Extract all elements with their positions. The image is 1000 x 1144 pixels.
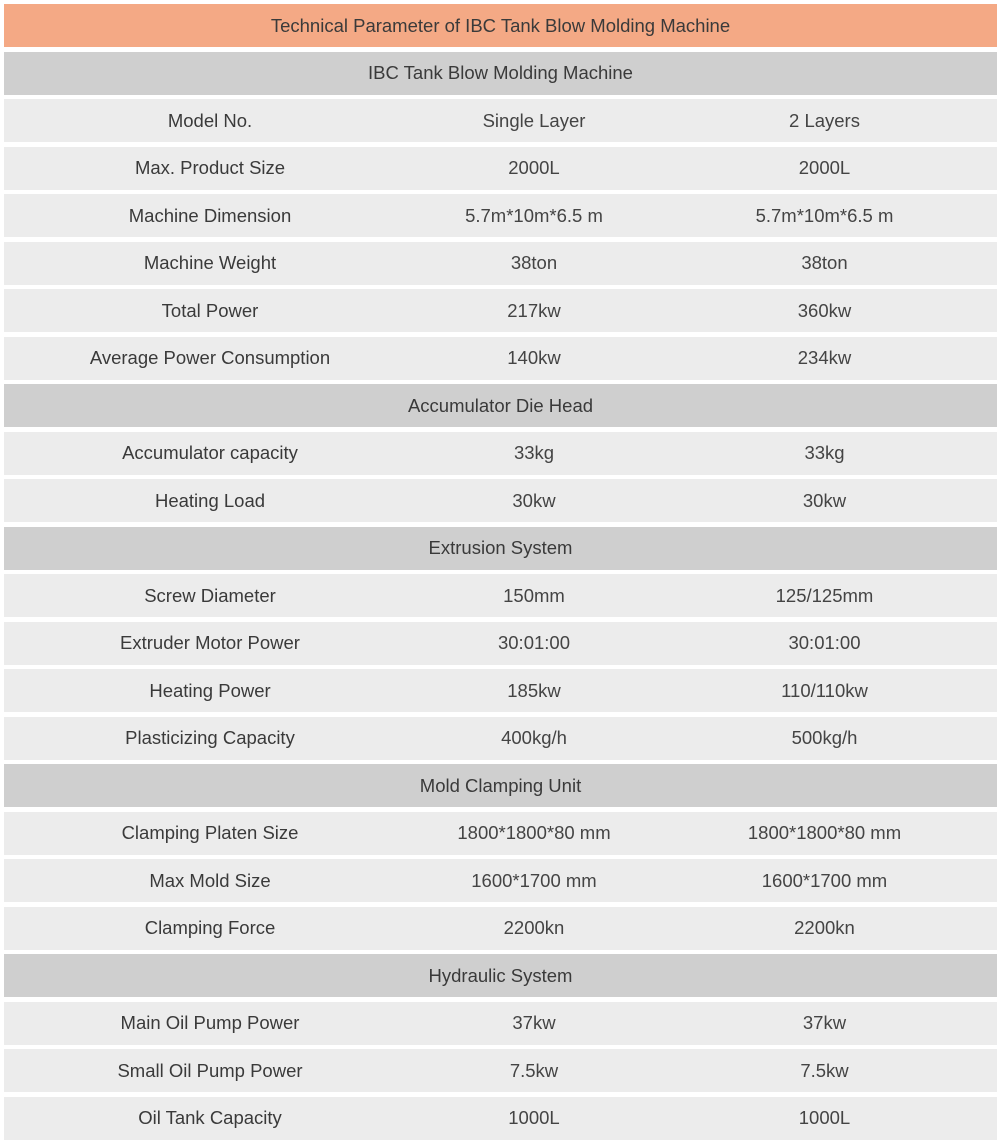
parameter-label: Average Power Consumption	[89, 347, 331, 368]
single-layer-value: 2200kn	[503, 917, 565, 938]
table-row	[4, 337, 997, 380]
parameter-label: Extruder Motor Power	[120, 632, 300, 653]
section-title: IBC Tank Blow Molding Machine	[368, 62, 633, 83]
table-row	[4, 194, 997, 237]
table-row	[4, 147, 997, 190]
two-layers-value: 2 Layers	[789, 109, 860, 131]
section-header	[4, 764, 997, 807]
table-title-row	[4, 4, 997, 47]
two-layers-value: 1000L	[798, 1107, 851, 1128]
two-layers-value: 110/110kw	[781, 679, 868, 701]
table-row	[4, 289, 997, 332]
single-layer-value: 1800*1800*80 mm	[457, 822, 611, 843]
section-title: Mold Clamping Unit	[419, 774, 582, 796]
single-layer-value: 140kw	[507, 347, 561, 368]
section-header	[4, 527, 997, 570]
single-layer-value: 217kw	[507, 299, 561, 321]
section-title: Hydraulic System	[428, 964, 573, 986]
single-layer-value: 1000L	[508, 1107, 560, 1128]
table-row	[4, 574, 997, 617]
spec-table	[4, 4, 997, 1144]
two-layers-value: 5.7m*10m*6.5 m	[755, 204, 894, 226]
table-row	[4, 859, 997, 902]
two-layers-value: 125/125mm	[775, 584, 874, 606]
parameter-label: Plasticizing Capacity	[125, 727, 295, 748]
two-layers-value: 7.5kw	[800, 1059, 849, 1081]
parameter-label: Model No.	[167, 109, 253, 131]
two-layers-value: 234kw	[797, 347, 852, 368]
section-title: Extrusion System	[428, 537, 573, 558]
single-layer-value: 150mm	[503, 584, 565, 606]
parameter-label: Main Oil Pump Power	[120, 1012, 300, 1033]
single-layer-value: 400kg/h	[501, 727, 567, 748]
parameter-label: Small Oil Pump Power	[117, 1059, 303, 1081]
section-title: Accumulator Die Head	[407, 394, 594, 416]
section-header	[4, 384, 997, 427]
two-layers-value: 33kg	[804, 442, 845, 463]
section-header	[4, 954, 997, 997]
table-row	[4, 99, 997, 142]
single-layer-value: 30:01:00	[497, 632, 570, 653]
table-row	[4, 1002, 997, 1045]
two-layers-value: 2200kn	[794, 917, 855, 938]
table-row	[4, 242, 997, 285]
table-row	[4, 907, 997, 950]
table-row	[4, 432, 997, 475]
table-row	[4, 669, 997, 712]
single-layer-value: 1600*1700 mm	[471, 869, 597, 891]
single-layer-value: 37kw	[512, 1012, 556, 1033]
table-title: Technical Parameter of IBC Tank Blow Molding Machine	[270, 14, 731, 36]
two-layers-value: 38ton	[801, 252, 848, 273]
parameter-label: Machine Weight	[143, 252, 277, 273]
parameter-label: Max. Product Size	[134, 157, 286, 178]
table-row	[4, 479, 997, 522]
parameter-label: Oil Tank Capacity	[138, 1107, 282, 1128]
parameter-label: Clamping Force	[144, 917, 276, 938]
two-layers-value: 2000L	[798, 157, 851, 178]
two-layers-value: 30kw	[802, 489, 847, 511]
two-layers-value: 37kw	[802, 1012, 847, 1033]
table-body	[4, 52, 997, 1140]
single-layer-value: Single Layer	[482, 109, 586, 131]
parameter-label: Accumulator capacity	[122, 442, 298, 463]
single-layer-value: 185kw	[507, 679, 561, 701]
section-header	[4, 52, 997, 95]
parameter-label: Total Power	[161, 299, 259, 321]
parameter-label: Clamping Platen Size	[121, 822, 299, 843]
table-row	[4, 1097, 997, 1140]
two-layers-value: 360kw	[797, 299, 852, 321]
parameter-label: Max Mold Size	[149, 869, 271, 891]
single-layer-value: 38ton	[510, 252, 558, 273]
single-layer-value: 2000L	[508, 157, 560, 178]
single-layer-value: 30kw	[512, 489, 556, 511]
two-layers-value: 1600*1700 mm	[761, 869, 888, 891]
single-layer-value: 5.7m*10m*6.5 m	[465, 204, 603, 226]
table-row	[4, 717, 997, 760]
parameter-label: Screw Diameter	[144, 584, 276, 606]
two-layers-value: 30:01:00	[788, 632, 861, 653]
single-layer-value: 33kg	[513, 442, 555, 463]
parameter-label: Machine Dimension	[128, 204, 292, 226]
two-layers-value: 1800*1800*80 mm	[747, 822, 902, 843]
single-layer-value: 7.5kw	[509, 1059, 559, 1081]
two-layers-value: 500kg/h	[791, 727, 858, 748]
table-row	[4, 622, 997, 665]
table-row	[4, 812, 997, 855]
table-row	[4, 1049, 997, 1092]
parameter-label: Heating Power	[149, 679, 271, 701]
parameter-label: Heating Load	[154, 489, 266, 511]
